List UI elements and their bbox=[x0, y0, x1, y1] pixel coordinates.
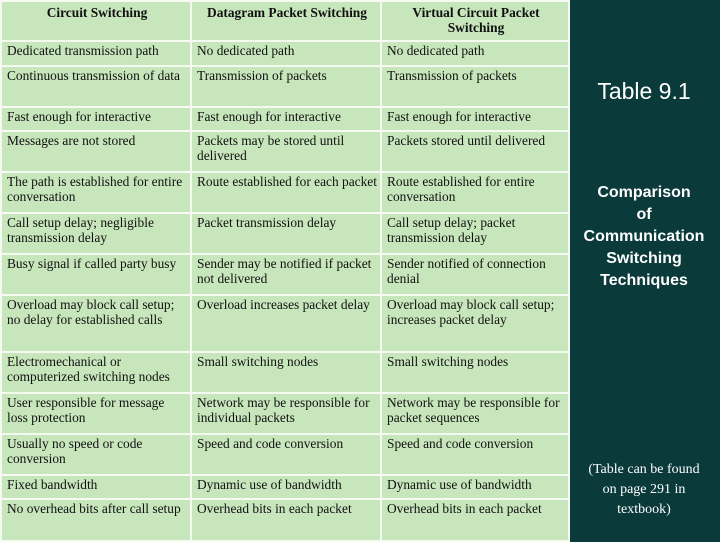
table-cell: Fast enough for interactive bbox=[381, 107, 569, 131]
caption-line: Comparison bbox=[597, 184, 691, 201]
table-cell: Dynamic use of bandwidth bbox=[381, 475, 569, 499]
table-cell: No dedicated path bbox=[191, 41, 381, 66]
table-cell: The path is established for entire conversation bbox=[1, 172, 191, 213]
caption-line: Switching bbox=[606, 250, 682, 267]
table-cell: User responsible for message loss protection bbox=[1, 393, 191, 434]
table-cell: Fast enough for interactive bbox=[191, 107, 381, 131]
table-row bbox=[1, 107, 569, 131]
table-cell: Network may be responsible for individual packets bbox=[191, 393, 381, 434]
table-cell: Fixed bandwidth bbox=[1, 475, 191, 499]
table-cell: Overload may block call setup; increases packet delay bbox=[381, 295, 569, 352]
caption-line: of bbox=[636, 206, 652, 223]
table-cell: Overload may block call setup; no delay for established calls bbox=[1, 295, 191, 352]
table-header-row bbox=[1, 1, 569, 41]
table-cell: No overhead bits after call setup bbox=[1, 499, 191, 541]
table-cell: Electromechanical or computerized switching nodes bbox=[1, 352, 191, 393]
table-row bbox=[1, 213, 569, 254]
table-cell: Call setup delay; packet transmission delay bbox=[381, 213, 569, 254]
caption-line: Techniques bbox=[600, 272, 688, 289]
table-cell: Route established for entire conversation bbox=[381, 172, 569, 213]
table-row bbox=[1, 499, 569, 541]
note-line: on page 291 in bbox=[602, 482, 686, 497]
table-cell: Transmission of packets bbox=[191, 66, 381, 107]
header-circuit-switching: Circuit Switching bbox=[1, 1, 191, 41]
table-cell: Speed and code conversion bbox=[191, 434, 381, 475]
table-row bbox=[1, 434, 569, 475]
table-cell: Overload increases packet delay bbox=[191, 295, 381, 352]
table-cell: Busy signal if called party busy bbox=[1, 254, 191, 295]
table-cell: Messages are not stored bbox=[1, 131, 191, 172]
caption-line: Communication bbox=[583, 228, 705, 245]
table-cell: Call setup delay; negligible transmission delay bbox=[1, 213, 191, 254]
table-cell: Transmission of packets bbox=[381, 66, 569, 107]
table-cell: Fast enough for interactive bbox=[1, 107, 191, 131]
table-row bbox=[1, 131, 569, 172]
table-cell: Network may be responsible for packet sequences bbox=[381, 393, 569, 434]
table-caption bbox=[568, 182, 720, 292]
textbook-reference-note bbox=[574, 460, 714, 520]
note-line: (Table can be found bbox=[588, 462, 700, 477]
table-cell: Sender notified of connection denial bbox=[381, 254, 569, 295]
note-line: textbook) bbox=[617, 502, 671, 517]
header-datagram-packet-switching: Datagram Packet Switching bbox=[191, 1, 381, 41]
table-cell: Packets stored until delivered bbox=[381, 131, 569, 172]
table-row bbox=[1, 352, 569, 393]
table-cell: Packets may be stored until delivered bbox=[191, 131, 381, 172]
slide-title: Table 9.1 bbox=[597, 78, 691, 104]
table-row bbox=[1, 41, 569, 66]
table-cell: Speed and code conversion bbox=[381, 434, 569, 475]
table-cell: Continuous transmission of data bbox=[1, 66, 191, 107]
table-cell: Overhead bits in each packet bbox=[191, 499, 381, 541]
table-cell: Route established for each packet bbox=[191, 172, 381, 213]
table-cell: Packet transmission delay bbox=[191, 213, 381, 254]
table-cell: No dedicated path bbox=[381, 41, 569, 66]
table-row bbox=[1, 254, 569, 295]
table-row bbox=[1, 393, 569, 434]
table-row bbox=[1, 475, 569, 499]
table-cell: Sender may be notified if packet not delivered bbox=[191, 254, 381, 295]
table-cell: Overhead bits in each packet bbox=[381, 499, 569, 541]
table-row bbox=[1, 295, 569, 352]
table-row bbox=[1, 172, 569, 213]
table-cell: Dedicated transmission path bbox=[1, 41, 191, 66]
header-virtual-circuit-packet-switching: Virtual Circuit Packet Switching bbox=[381, 1, 569, 41]
table-cell: Small switching nodes bbox=[381, 352, 569, 393]
table-cell: Small switching nodes bbox=[191, 352, 381, 393]
table-cell: Dynamic use of bandwidth bbox=[191, 475, 381, 499]
table-row bbox=[1, 66, 569, 107]
table-cell: Usually no speed or code conversion bbox=[1, 434, 191, 475]
